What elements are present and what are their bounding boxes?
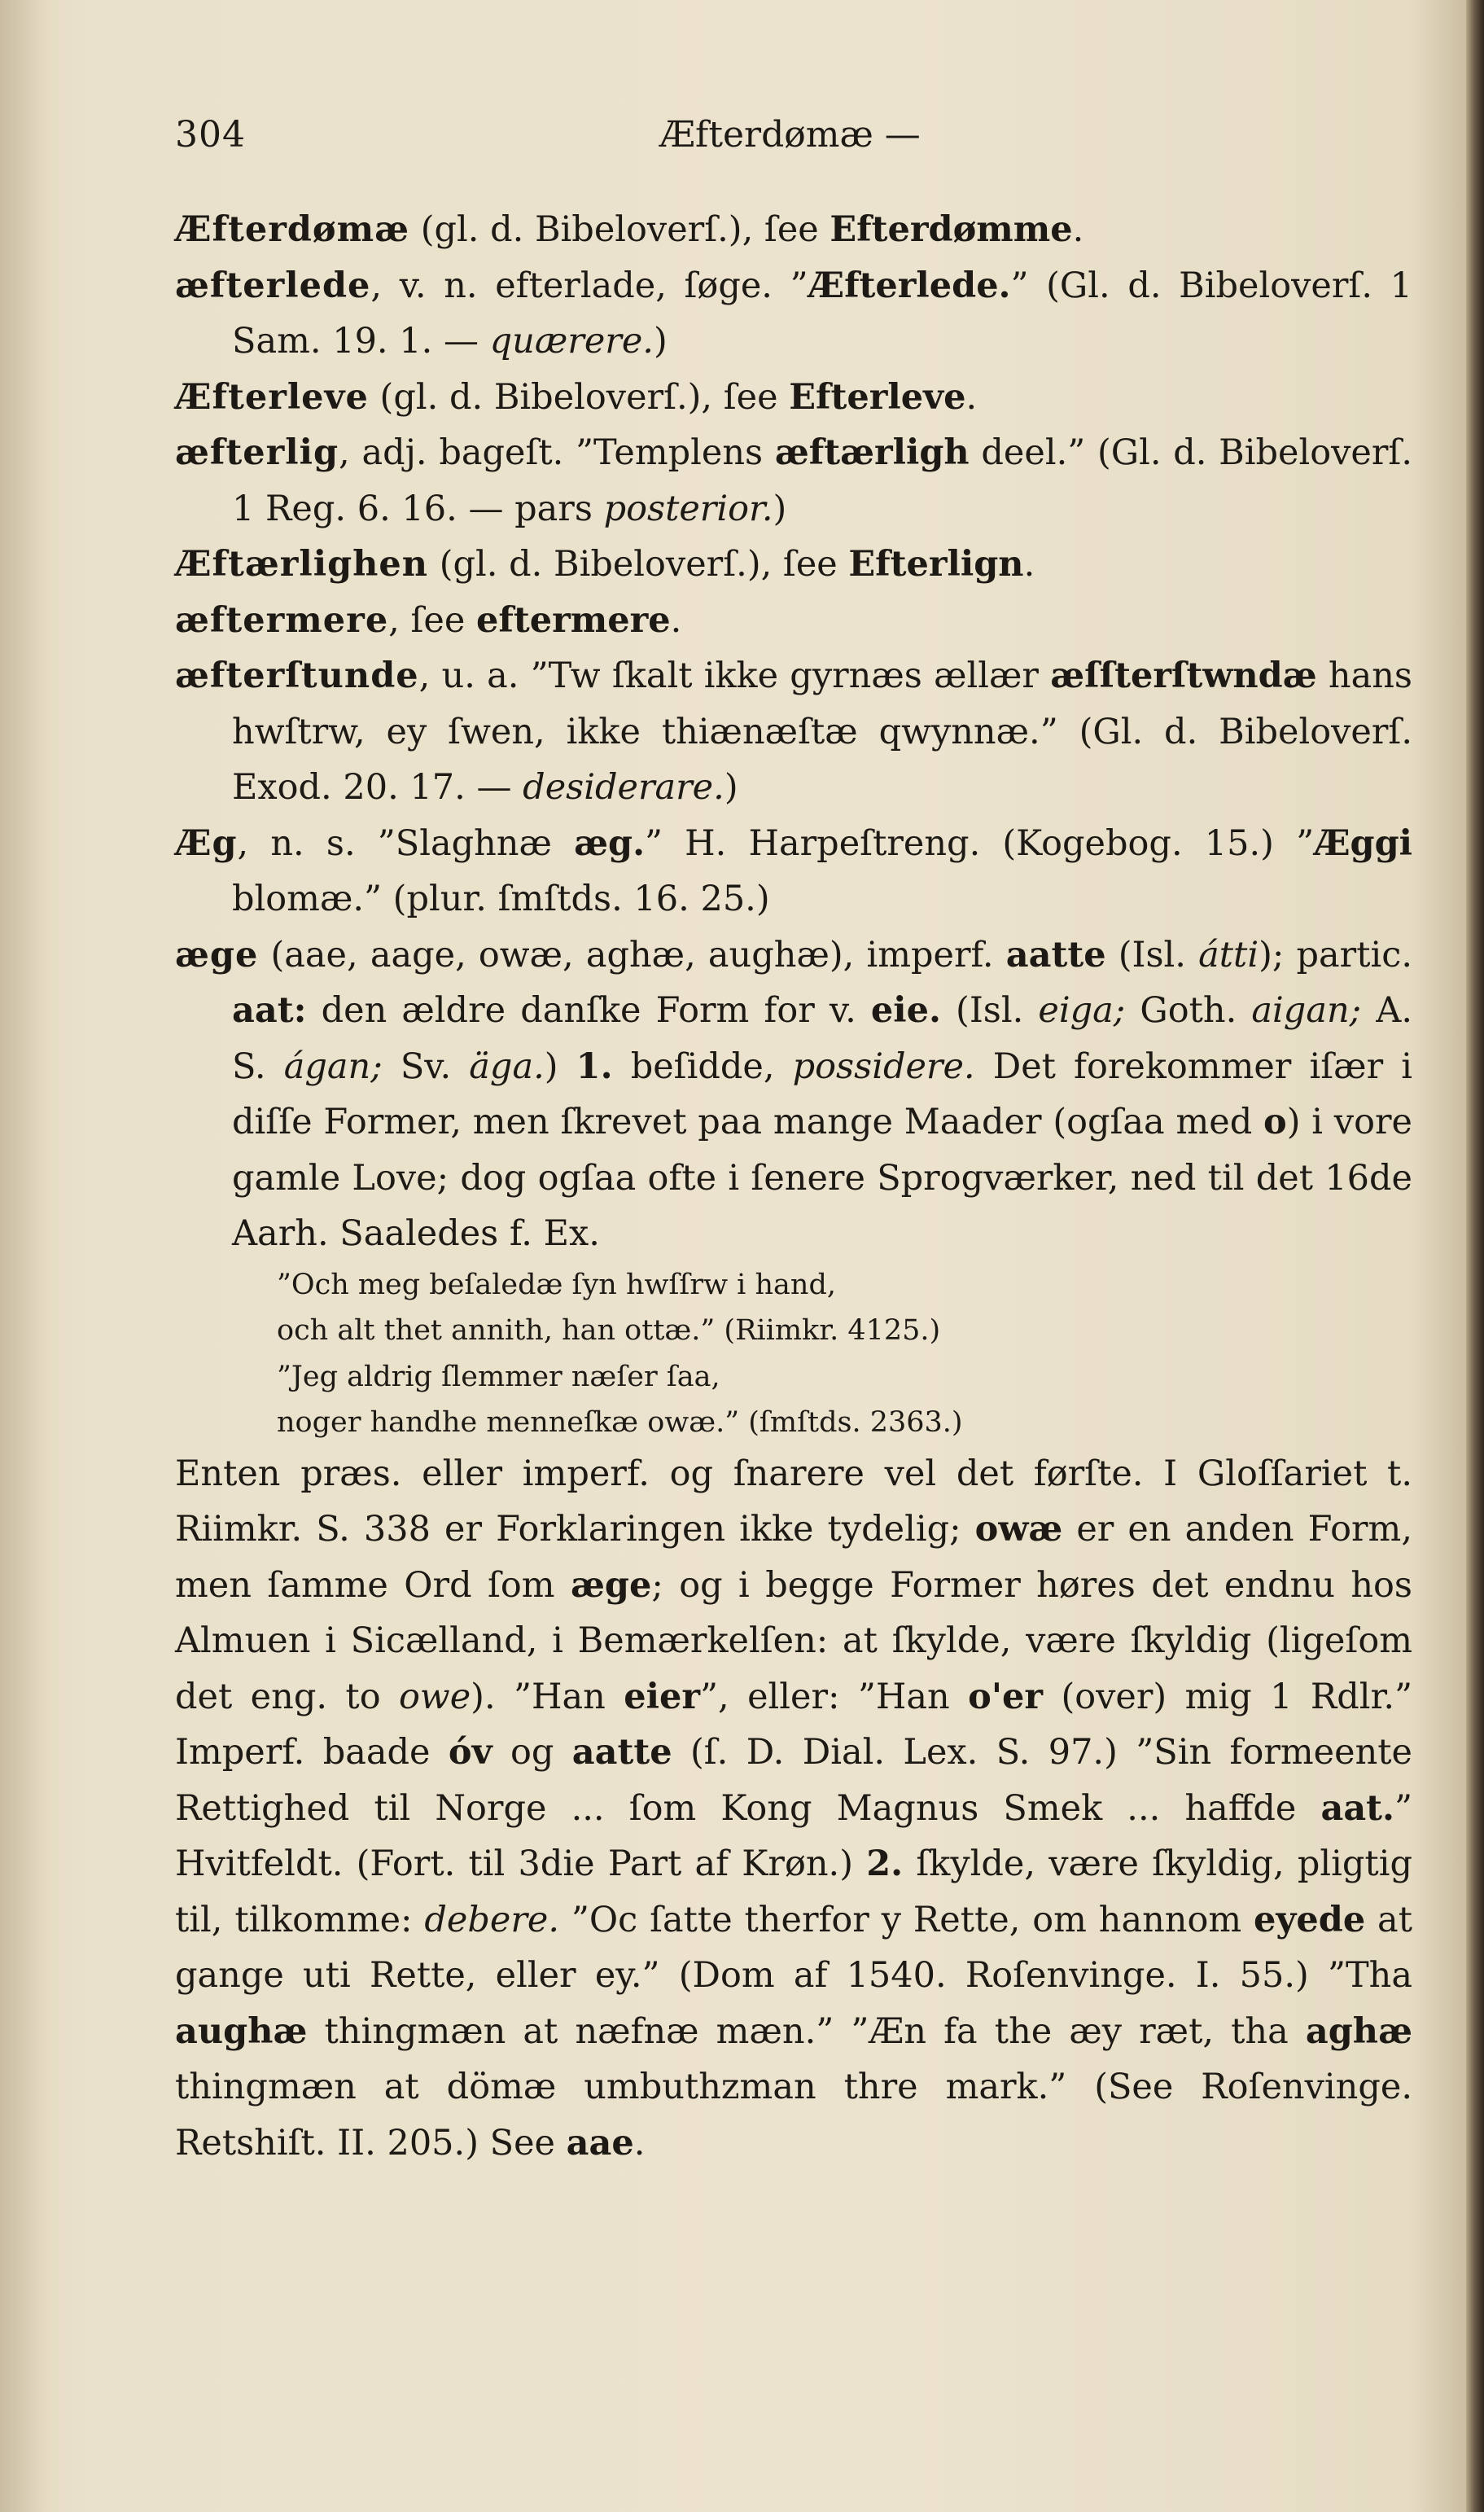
page-header — [175, 114, 1445, 163]
entry-text: at gange uti Rette, eller ey.” (Dom af 1540. Roſenvinge. I. 55.) ”Tha — [175, 1899, 1412, 1996]
entry-text: Enten præs. eller imperf. og ſnarere vel det førſte. I Gloſſariet t. Riimkr. S. 338 er Forklaringen ikke tydelig; — [175, 1453, 1412, 1550]
entry-text: , ſee — [388, 599, 476, 641]
italic-form: äga. — [469, 1046, 545, 1087]
entry-text: Det forekommer iſær i diſſe Former, men ſkrevet paa mange Maader (ogſaa med — [232, 1046, 1413, 1142]
quote-line: ”Jeg aldrig ſlemmer næſer ſaa, — [277, 1360, 720, 1393]
quote-line: ”Och meg beſaledæ ſyn hwſſrw i hand, — [277, 1268, 836, 1301]
italic-form: átti — [1198, 934, 1259, 975]
dictionary-text — [175, 202, 1412, 2171]
entry-text: ”Oc ſatte therfor y Rette, om hannom — [559, 1899, 1254, 1940]
entry-aeftermere — [175, 593, 1412, 649]
entry-text: , n. s. ”Slaghnæ — [237, 822, 575, 864]
sense-number: 1. — [576, 1046, 613, 1087]
bold-form: óv — [448, 1732, 492, 1773]
latin-gloss: posterior. — [603, 488, 773, 529]
entry-aeg — [175, 816, 1412, 927]
latin-gloss: quærere. — [489, 321, 654, 362]
entry-text: . — [1072, 209, 1084, 250]
entry-text: ) — [544, 1046, 576, 1087]
entry-text: , adj. bageſt. ”Templens — [339, 432, 775, 473]
bold-form: eyede — [1254, 1899, 1366, 1940]
cross-reference: Efterleve — [789, 376, 966, 418]
bold-form: aughæ — [175, 2010, 308, 2052]
italic-form: ágan; — [283, 1046, 383, 1087]
headword: Æftærlighen — [175, 544, 429, 585]
headword: æfterlig — [175, 432, 339, 473]
headword: Æfterdømæ — [175, 209, 410, 250]
entry-aefterstunde — [175, 648, 1412, 816]
entry-text: (aae, aage, owæ, aghæ, aughæ), imperf. — [258, 934, 1006, 975]
headword: Æg — [175, 822, 238, 864]
entry-text: . — [965, 376, 978, 418]
cross-reference: Efterdømme — [830, 209, 1073, 250]
bold-form: aatte — [1005, 934, 1106, 975]
running-head: Æfterdømæ — — [659, 114, 921, 156]
headword: æftermere — [175, 599, 389, 641]
entry-text: . — [633, 2122, 646, 2163]
italic-form: owe — [399, 1676, 471, 1717]
italic-form: aigan; — [1251, 990, 1362, 1031]
entry-aefterleve — [175, 370, 1412, 426]
entry-aege-continued — [175, 1446, 1412, 2172]
entry-text: ſkylde, være ſkyldig, pligtig til, tilkomme: — [175, 1843, 1412, 1940]
latin-gloss: desiderare. — [523, 767, 724, 808]
spine-shadow — [0, 0, 49, 2512]
entry-text: er en anden Form, men ſamme Ord ſom — [175, 1509, 1412, 1606]
headword: æge — [175, 934, 259, 975]
entry-text: ) — [773, 488, 787, 529]
entry-text: (Isl. — [1105, 934, 1199, 975]
bold-form: eie. — [870, 990, 941, 1031]
quoted-form: æſſterſtwndæ — [1050, 655, 1317, 696]
bold-form: o — [1263, 1102, 1287, 1142]
entry-text: ). ”Han — [471, 1676, 624, 1717]
entry-text: Sv. — [382, 1046, 470, 1087]
bold-form: owæ — [974, 1509, 1063, 1550]
quote-line: och alt thet annith, han ottæ.” (Riimkr. 4125.) — [277, 1314, 941, 1347]
bold-form: aat. — [1320, 1787, 1395, 1829]
entry-text: . — [670, 599, 682, 641]
quoted-form: æftærligh — [774, 432, 970, 473]
bold-form: o'er — [968, 1676, 1044, 1717]
entry-text: ; og i begge Former høres det endnu hos Almuen i Sicælland, i Bemærkelſen: at ſkylde, være ſkyldig (ligeſom det eng. to — [175, 1564, 1412, 1717]
entry-text: Goth. — [1125, 990, 1252, 1031]
entry-text: ” (Gl. d. Bibeloverſ. 1 Sam. 19. 1. — — [232, 265, 1412, 362]
entry-text: ” H. Harpeſtreng. (Kogebog. 15.) ” — [645, 822, 1315, 864]
cross-reference: Efterlign — [848, 544, 1024, 585]
entry-text: (Isl. — [940, 990, 1039, 1031]
verse-quotation — [175, 1262, 1412, 1446]
headword: æfterſtunde — [175, 655, 419, 696]
entry-text: hans hwſtrw, ey ſwen, ikke thiænæſtæ qwynnæ.” (Gl. d. Bibeloverſ. Exod. 20. 17. — — [232, 655, 1412, 808]
entry-text: A. S. — [232, 990, 1413, 1087]
latin-gloss: debere. — [424, 1899, 560, 1940]
entry-text: , u. a. ”Tw ſkalt ikke gyrnæs ællær — [418, 655, 1051, 696]
entry-text: og — [492, 1732, 572, 1773]
entry-text: (over) mig 1 Rdlr.” Imperf. baade — [175, 1676, 1412, 1773]
entry-text: deel.” (Gl. d. Bibeloverſ. 1 Reg. 6. 16. — pars — [232, 432, 1412, 529]
entry-text: , v. n. efterlade, ſøge. ” — [370, 265, 808, 306]
headword: Æfterleve — [175, 376, 369, 418]
bold-form: æge — [570, 1564, 652, 1606]
sense-number: 2. — [866, 1843, 904, 1884]
bold-form: aghæ — [1305, 2010, 1412, 2052]
entry-text: thingmæn at næfnæ mæn.” ”Æn fa the æy ræt, tha — [307, 2010, 1306, 2052]
cross-reference: eftermere — [476, 599, 671, 641]
entry-aeftaerlighen — [175, 537, 1412, 593]
entry-aege — [175, 927, 1412, 1262]
headword: æfterlede — [175, 265, 371, 306]
quoted-form: Æfterlede. — [808, 265, 1011, 306]
entry-text: (gl. d. Bibeloverſ.), ſee — [428, 544, 849, 585]
quote-line: noger handhe menneſkæ owæ.” (ſmſtds. 2363.) — [277, 1406, 963, 1439]
entry-text: ”, eller: ”Han — [700, 1676, 969, 1717]
bold-form: aatte — [571, 1732, 672, 1773]
entry-text: . — [1023, 544, 1035, 585]
entry-text: ) i vore gamle Love; dog ogſaa ofte i ſenere Sprogværker, ned til det 16de Aarh. Saaledes f. Ex. — [232, 1102, 1412, 1254]
entry-text: thingmæn at dömæ umbuthzman thre mark.” (See Roſenvinge. Retshiſt. II. 205.) See — [175, 2067, 1412, 2163]
page-edge — [1466, 0, 1484, 2512]
entry-text: blomæ.” (plur. ſmſtds. 16. 25.) — [232, 879, 770, 919]
entry-text: (gl. d. Bibeloverſ.), ſee — [409, 209, 830, 250]
entry-text: (gl. d. Bibeloverſ.), ſee — [368, 376, 790, 418]
quoted-form: Æggi — [1314, 822, 1412, 864]
entry-text: (ſ. D. Dial. Lex. S. 97.) ”Sin formeente Rettighed til Norge ... ſom Kong Magnus Smek ... haffde — [175, 1732, 1412, 1829]
entry-text: den ældre danſke Form for v. — [306, 990, 871, 1031]
entry-text: ) — [724, 767, 738, 808]
bold-form: eier — [624, 1676, 700, 1717]
entry-text: ); partic. — [1259, 934, 1412, 975]
page-number: 304 — [175, 114, 246, 156]
entry-aefterlig — [175, 425, 1412, 537]
entry-aefterlede — [175, 258, 1412, 370]
cross-reference: aae — [566, 2122, 634, 2163]
entry-text: beſidde, — [612, 1046, 793, 1087]
italic-form: eiga; — [1038, 990, 1126, 1031]
quoted-form: æg. — [574, 822, 646, 864]
latin-gloss: possidere. — [792, 1046, 975, 1087]
entry-text: ) — [653, 321, 668, 362]
entry-text: ” Hvitfeldt. (Fort. til 3die Part af Krøn.) — [175, 1787, 1412, 1884]
entry-aefterdomae — [175, 202, 1412, 258]
bold-form: aat: — [232, 990, 307, 1031]
